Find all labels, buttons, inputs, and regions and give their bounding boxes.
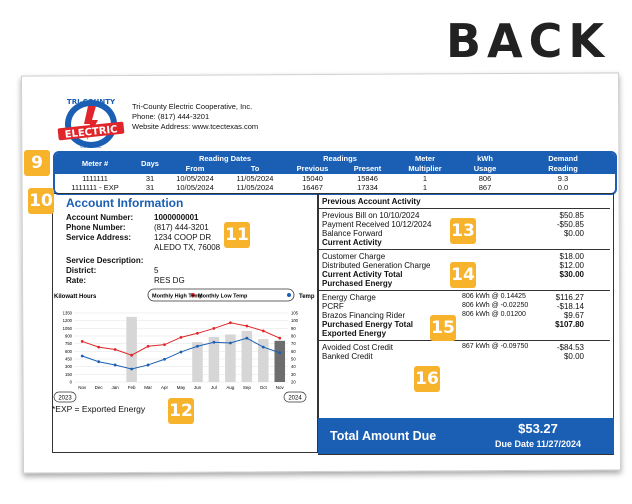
callout-badge-10: 10	[28, 188, 54, 214]
y-right-tick: 100	[291, 318, 298, 324]
cell-demand: 0.0	[557, 183, 569, 192]
cell-meter: 1111111	[82, 174, 108, 183]
x-tick-label: Aug	[226, 385, 235, 390]
y-left-tick: 1350	[62, 310, 72, 316]
district-value: 5	[154, 266, 159, 275]
y-right-tick: 80	[291, 333, 296, 339]
low-temp-point	[196, 345, 199, 348]
chart-title: Kilowatt Hours	[54, 294, 97, 300]
high-temp-point	[163, 343, 166, 346]
callout-badge-16: 16	[414, 366, 440, 392]
high-temp-point	[278, 337, 281, 340]
x-tick-label: Dec	[94, 385, 103, 390]
company-logo	[54, 94, 128, 150]
exported-energy-title: Exported Energy	[322, 329, 387, 338]
line-item-label: Balance Forward	[322, 229, 383, 238]
header-present: Present	[353, 164, 382, 173]
phone-line	[66, 223, 209, 232]
current-activity-title: Current Activity	[322, 238, 382, 247]
header-reading: Reading	[548, 164, 578, 173]
x-tick-label: Sep	[242, 385, 251, 390]
line-item-amount: -$84.53	[556, 343, 584, 352]
header-days: Days	[141, 159, 159, 168]
legend-high-label: Monthly High Temp	[152, 293, 203, 300]
cell-usage: 867	[478, 183, 492, 192]
line-item-label: Customer Charge	[322, 252, 386, 261]
line-item-label: Energy Charge	[322, 293, 376, 302]
y-right-tick: 70	[291, 341, 296, 347]
account-title: Account Information	[66, 196, 184, 210]
cell-previous: 16467	[302, 183, 323, 192]
meter-table	[53, 151, 617, 195]
line-item-detail: 867 kWh @ -0.09750	[462, 343, 529, 350]
account-number-value: 1000000001	[154, 213, 199, 222]
address-value-2: ALEDO TX, 76008	[154, 243, 221, 252]
due-date: Due Date 11/27/2024	[494, 439, 582, 449]
year-start-label: 2023	[58, 395, 72, 402]
line-item-amount: $30.00	[559, 270, 584, 279]
x-tick-label: Jan	[111, 385, 119, 390]
header-meter: Meter #	[81, 159, 109, 168]
line-item	[322, 252, 584, 261]
usage-chart	[52, 286, 318, 410]
cell-days: 31	[145, 174, 155, 183]
total-amount: $53.27	[518, 421, 558, 436]
line-item-label: Payment Received 10/12/2024	[322, 220, 432, 229]
company-website[interactable]: Website Address: www.tcectexas.com	[132, 122, 259, 131]
callout-badge-13: 13	[450, 218, 476, 244]
line-item-amount: $0.00	[563, 352, 584, 361]
logo-sub-text: CO-OP INC	[80, 144, 102, 149]
y-left-tick: 150	[65, 371, 72, 377]
low-temp-point	[147, 364, 150, 367]
callout-badge-12: 12	[168, 398, 194, 424]
header-readings: Readings	[323, 154, 357, 163]
line-item-label: Current Activity Total	[322, 270, 403, 279]
y-right-tick: 50	[291, 356, 296, 362]
high-temp-point	[196, 332, 199, 335]
y-left-tick: 300	[65, 364, 72, 370]
line-item-amount: -$18.14	[556, 302, 584, 311]
header-multiplier: Multiplier	[408, 164, 442, 173]
legend-low-marker	[287, 293, 291, 297]
line-item-label: Avoided Cost Credit	[322, 343, 393, 352]
account-number-line	[66, 213, 199, 222]
line-item	[322, 302, 584, 311]
low-temp-point	[114, 364, 117, 367]
y-left-tick: 900	[65, 333, 72, 339]
x-tick-label: Nov	[275, 385, 284, 390]
line-item-amount: $116.27	[555, 293, 584, 302]
line-item-label: Previous Bill on 10/10/2024	[322, 211, 420, 220]
line-item-amount: $50.85	[559, 211, 584, 220]
address-label: Service Address:	[66, 233, 132, 242]
cell-usage: 806	[478, 174, 492, 183]
cell-from: 10/05/2024	[176, 174, 214, 183]
header-reading-dates: Reading Dates	[198, 154, 252, 163]
x-tick-label: Nov	[78, 385, 87, 390]
cell-present: 15846	[357, 174, 378, 183]
y-left-tick: 0	[69, 379, 72, 385]
high-temp-point	[81, 340, 84, 343]
logo-top-text: TRI-COUNTY	[66, 98, 116, 106]
high-temp-point	[213, 327, 216, 330]
callout-badge-15: 15	[430, 315, 456, 341]
line-item-label: Distributed Generation Charge	[322, 261, 431, 270]
x-tick-label: Oct	[259, 385, 267, 390]
low-temp-point	[213, 341, 216, 344]
high-temp-point	[180, 336, 183, 339]
line-item-amount: $0.00	[563, 229, 584, 238]
table-row	[55, 174, 615, 183]
low-temp-point	[97, 360, 100, 363]
line-item-amount: $18.00	[559, 252, 584, 261]
rate-label: Rate:	[66, 276, 87, 285]
line-item-amount: -$50.85	[556, 220, 584, 229]
phone-label: Phone Number:	[66, 223, 126, 232]
x-tick-label: Mar	[144, 385, 152, 390]
header-previous: Previous	[296, 164, 329, 173]
header-kwh-top: kWh	[477, 154, 493, 163]
total-due-bar	[318, 418, 614, 454]
y-right-tick: 40	[291, 364, 296, 370]
high-temp-point	[147, 345, 150, 348]
total-label: Total Amount Due	[330, 429, 437, 443]
back-label: BACK	[446, 14, 611, 68]
line-item-detail: 806 kWh @ -0.02250	[462, 302, 529, 309]
low-temp-point	[262, 346, 265, 349]
low-temp-point	[229, 342, 232, 345]
callout-badge-14: 14	[450, 262, 476, 288]
kwh-bar	[192, 342, 203, 382]
high-temp-point	[114, 348, 117, 351]
table-row	[55, 183, 615, 192]
line-item-label: Purchased Energy Total	[322, 320, 413, 329]
description-label: Service Description:	[66, 256, 144, 265]
cell-days: 31	[145, 183, 155, 192]
cell-multiplier: 1	[422, 183, 428, 192]
kwh-bar	[126, 317, 137, 382]
cell-demand: 9.3	[557, 174, 569, 183]
y-left-tick: 750	[65, 341, 72, 347]
header-to: To	[250, 164, 260, 173]
rate-value: RES DG	[154, 276, 185, 285]
year-end-label: 2024	[288, 395, 302, 402]
account-number-label: Account Number:	[66, 213, 134, 222]
address-value-1: 1234 COOP DR	[154, 233, 212, 242]
header-multiplier-top: Meter	[414, 154, 435, 163]
low-temp-point	[163, 358, 166, 361]
y-right-tick: 30	[291, 371, 296, 377]
legend-low-label: Monthly Low Temp	[198, 293, 248, 300]
line-item-amount: $12.00	[559, 261, 584, 270]
description-line	[66, 256, 143, 265]
x-tick-label: Jun	[193, 385, 202, 390]
address-line	[66, 233, 211, 242]
previous-activity-title: Previous Account Activity	[322, 197, 421, 206]
low-temp-point	[245, 337, 248, 340]
low-temp-point	[81, 355, 84, 358]
callout-badge-9: 9	[24, 150, 50, 176]
line-item	[322, 293, 584, 302]
logo-main-text: ELECTRIC	[64, 124, 119, 141]
y-right-tick: 105	[291, 310, 298, 316]
high-temp-point	[245, 325, 248, 328]
line-item	[322, 343, 584, 352]
kwh-bar	[209, 337, 220, 382]
district-label: District:	[66, 266, 97, 275]
cell-meter: 1111111 - EXP	[71, 183, 119, 192]
cell-previous: 15040	[302, 174, 323, 183]
line-item-label: PCRF	[322, 302, 344, 311]
x-tick-label: Jul	[211, 385, 217, 390]
district-line	[66, 266, 158, 275]
cell-multiplier: 1	[422, 174, 428, 183]
cell-to: 11/05/2024	[236, 174, 274, 183]
low-temp-point	[130, 368, 133, 371]
line-item-amount: $107.80	[555, 320, 584, 329]
x-tick-label: Apr	[161, 385, 169, 390]
company-phone: Phone: (817) 444-3201	[132, 112, 210, 121]
kwh-bar	[275, 341, 286, 382]
line-item-detail: 806 kWh @ 0.01200	[462, 311, 526, 318]
x-tick-label: Feb	[127, 385, 136, 390]
right-axis-label: Temp	[299, 294, 315, 300]
callout-badge-11: 11	[224, 222, 250, 248]
high-temp-point	[229, 321, 232, 324]
header-usage: Usage	[473, 164, 497, 173]
cell-to: 11/05/2024	[236, 183, 274, 192]
cell-present: 17334	[357, 183, 378, 192]
purchased-energy-title: Purchased Energy	[322, 279, 393, 288]
high-temp-point	[262, 329, 265, 332]
x-tick-label: May	[176, 385, 186, 390]
low-temp-point	[180, 351, 183, 354]
line-item-detail: 806 kWh @ 0.14425	[462, 293, 526, 300]
company-info	[132, 102, 258, 132]
y-right-tick: 20	[291, 379, 296, 385]
y-left-tick: 1050	[62, 325, 72, 331]
header-from: From	[185, 164, 205, 173]
rate-line	[66, 276, 185, 285]
header-demand-top: Demand	[548, 154, 578, 163]
y-left-tick: 450	[65, 356, 72, 362]
y-right-tick: 90	[291, 325, 296, 331]
high-temp-point	[130, 354, 133, 357]
line-item	[322, 352, 584, 361]
y-left-tick: 600	[65, 348, 72, 354]
low-temp-point	[278, 351, 281, 354]
company-name: Tri-County Electric Cooperative, Inc.	[132, 102, 253, 111]
line-item-label: Banked Credit	[322, 352, 373, 361]
line-item-label: Brazos Financing Rider	[322, 311, 406, 320]
line-item-amount: $9.67	[563, 311, 584, 320]
y-left-tick: 1200	[62, 318, 72, 324]
cell-from: 10/05/2024	[176, 183, 214, 192]
phone-value: (817) 444-3201	[154, 223, 209, 232]
y-right-tick: 60	[291, 348, 296, 354]
high-temp-point	[97, 346, 100, 349]
exported-note: *EXP = Exported Energy	[52, 404, 146, 414]
meter-table-header	[55, 153, 615, 174]
